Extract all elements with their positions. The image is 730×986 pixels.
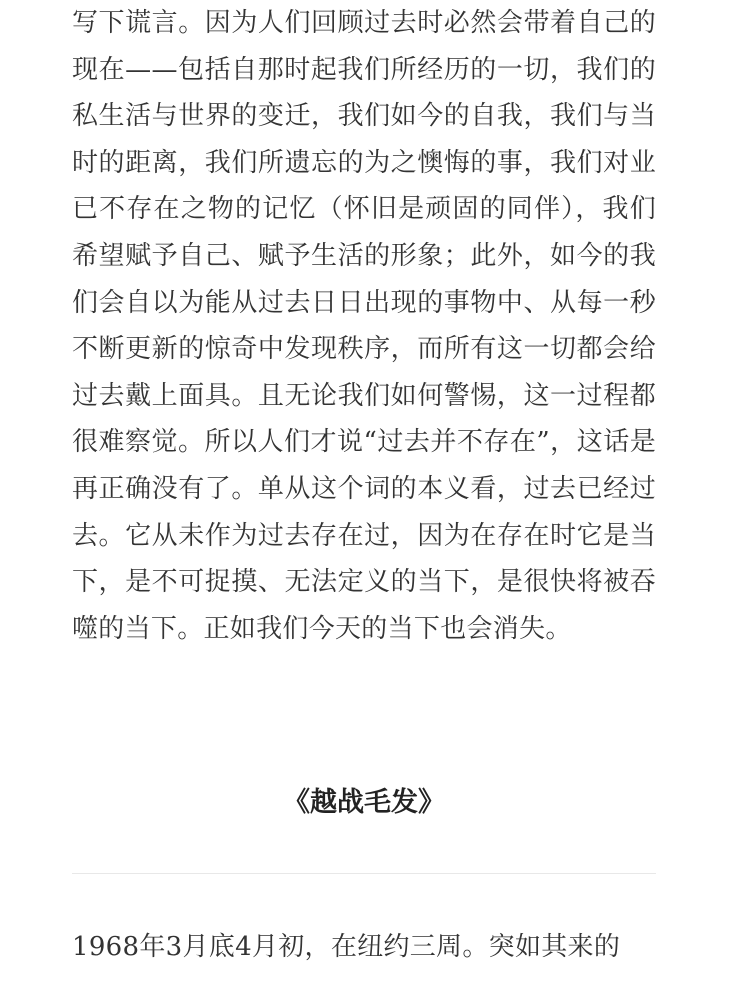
next-paragraph: 1968年3月底4月初，在纽约三周。突如其来的 (72, 932, 621, 962)
section-title: 《越战毛发》 (283, 787, 445, 818)
previous-paragraph: 写下谎言。因为人们回顾过去时必然会带着自己的现在——包括自那时起我们所经历的一切，我们的私生活与世界的变迁，我们如今的自我，我们与当时的距离，我们所遗忘的为之懊悔的事，我们对业已不存在之物的记忆（怀旧是顽固的同伴），我们希望赋予自己、赋予生活的形象；此外，如今的我们会自以为能从过去日日出现的事物中、从每一秒不断更新的惊奇中发现秩序，而所有这一切都会给过去戴上面具。且无论我们如何警惕，这一过程都很难察觉。所以人们才说“过去并不存在”，这话是再正确没有了。单从这个词的本义看，过去已经过去。它从未作为过去存在过，因为在存在时它是当下，是不可捉摸、无法定义的当下，是很快将被吞噬的当下。正如我们今天的当下也会消失。 (72, 8, 656, 644)
section-divider (72, 873, 656, 874)
